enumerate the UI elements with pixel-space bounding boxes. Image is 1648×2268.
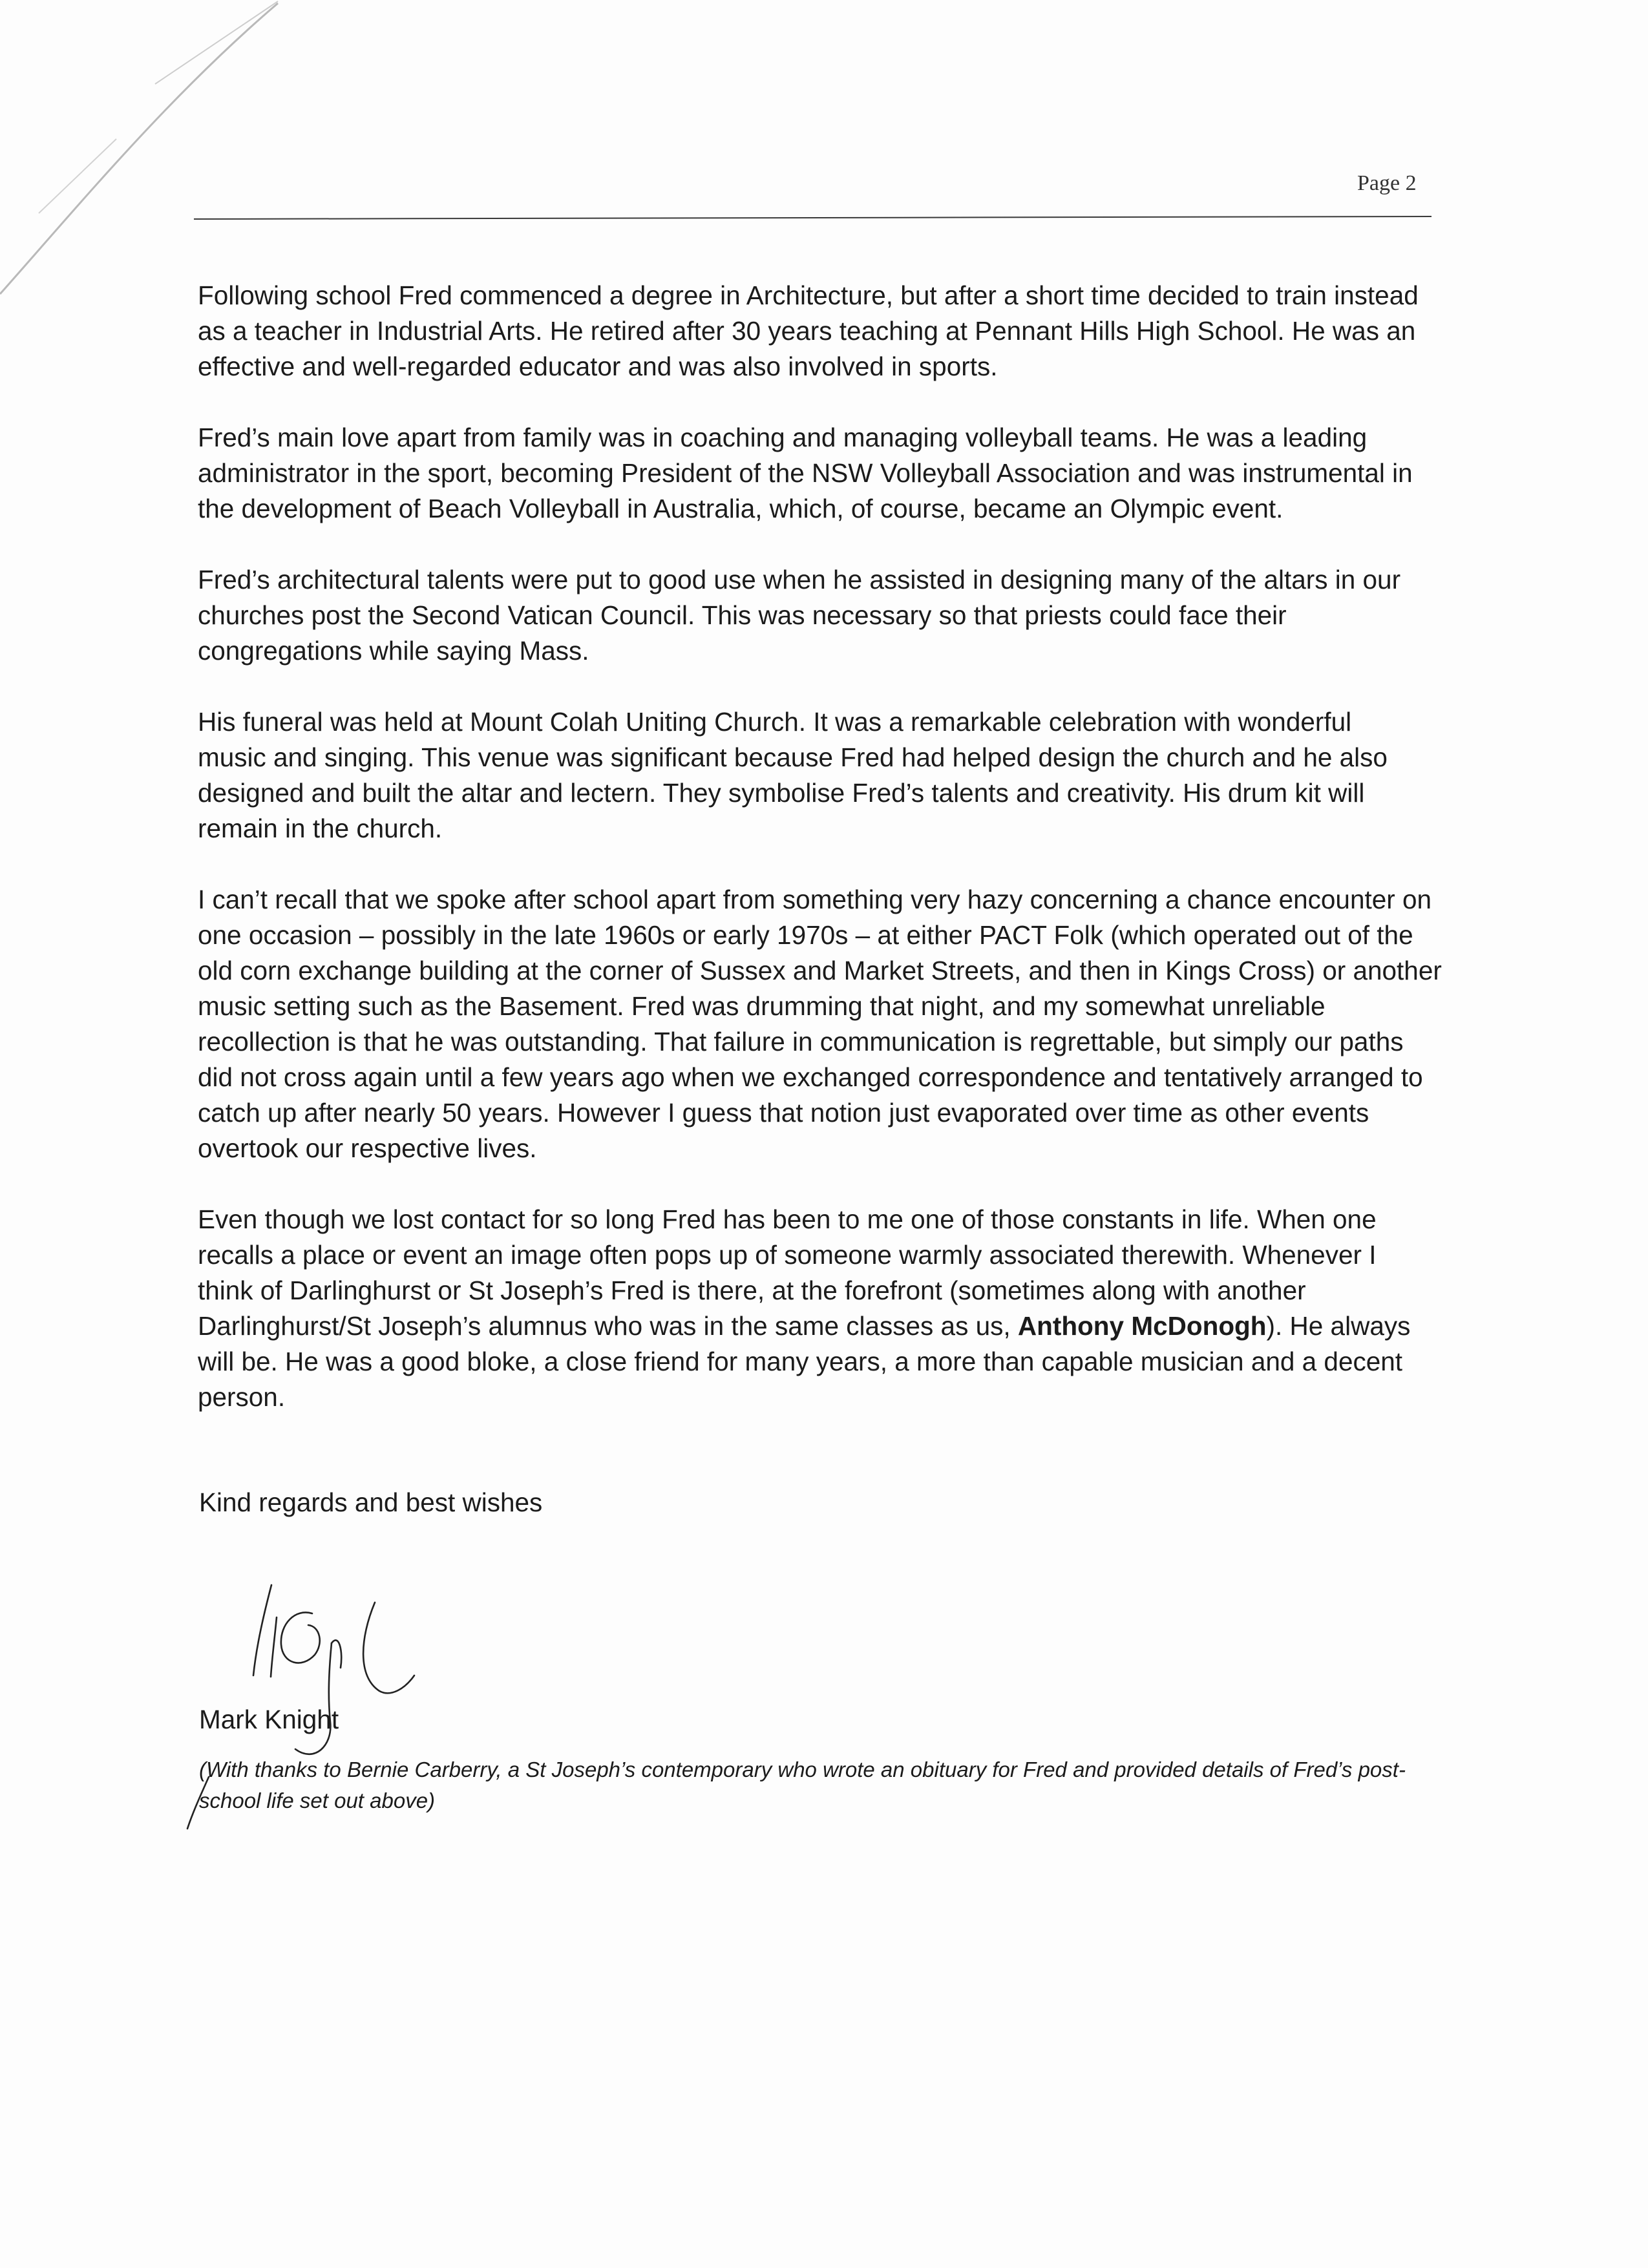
header-divider [194,216,1431,220]
closing-salutation: Kind regards and best wishes [199,1487,543,1517]
text-line: Following school Fred commenced a degree in Architecture, but after a short time decided to train instead [198,280,1419,310]
text-line: (With thanks to Bernie Carberry, a St Joseph’s contemporary who wrote an obituary for Fred and provided details of Fred’s post- [199,1758,1406,1781]
text-line: His funeral was held at Mount Colah Uniting Church. It was a remarkable celebration with wonderful [198,707,1352,737]
text-run: ). He always [1266,1311,1411,1341]
paragraph-architecture [198,562,1468,669]
text-line: as a teacher in Industrial Arts. He retired after 30 years teaching at Pennant Hills High School. He was an [198,316,1416,346]
text-line: think of Darlinghurst or St Joseph’s Fred is there, at the forefront (sometimes along with another [198,1276,1306,1305]
text-line: effective and well-regarded educator and was also involved in sports. [198,352,998,381]
text-line: will be. He was a good bloke, a close friend for many years, a more than capable musician and a decent [198,1347,1403,1376]
scan-crease-marks [0,0,297,310]
text-line: the development of Beach Volleyball in Australia, which, of course, became an Olympic event. [198,494,1284,523]
paragraph-career [198,278,1468,384]
signer-name: Mark Knight [199,1705,339,1734]
page-number: Page 2 [1357,171,1417,195]
acknowledgement-note [199,1754,1466,1816]
text-line: school life set out above) [199,1789,436,1812]
text-line: music setting such as the Basement. Fred was drumming that night, and my somewhat unreliable [198,991,1326,1021]
text-line: administrator in the sport, becoming President of the NSW Volleyball Association and was instrumental in [198,458,1413,488]
text-line: congregations while saying Mass. [198,636,589,666]
text-line: remain in the church. [198,814,443,843]
text-line: churches post the Second Vatican Council. This was necessary so that priests could face their [198,600,1287,630]
paragraph-recollection [198,882,1468,1166]
text-line: music and singing. This venue was significant because Fred had helped design the church and he also [198,742,1388,772]
text-line: one occasion – possibly in the late 1960s or early 1970s – at either PACT Folk (which operated out of the [198,920,1413,950]
text-line: overtook our respective lives. [198,1133,537,1163]
text-run: Darlinghurst/St Joseph’s alumnus who was in the same classes as us, [198,1311,1018,1341]
text-line: recollection is that he was outstanding. That failure in communication is regrettable, but simply our paths [198,1027,1404,1056]
paragraph-funeral [198,704,1468,846]
text-line: recalls a place or event an image often pops up of someone warmly associated therewith. Whenever I [198,1240,1377,1270]
paragraph-volleyball [198,420,1468,527]
text-line: Fred’s architectural talents were put to good use when he assisted in designing many of the altars in our [198,565,1401,594]
text-line: Fred’s main love apart from family was in coaching and managing volleyball teams. He was a leading [198,423,1368,452]
text-line: designed and built the altar and lectern. They symbolise Fred’s talents and creativity. His drum kit will [198,778,1365,808]
bold-name: Anthony McDonogh [1017,1311,1267,1341]
text-line: catch up after nearly 50 years. However I guess that notion just evaporated over time as other events [198,1098,1369,1128]
text-line-with-emphasis [198,1308,1468,1344]
letter-body [198,278,1468,1451]
text-line: Even though we lost contact for so long Fred has been to me one of those constants in life. When one [198,1204,1377,1234]
paragraph-tribute [198,1202,1468,1415]
text-line: did not cross again until a few years ago when we exchanged correspondence and tentatively arranged to [198,1062,1423,1092]
text-line: I can’t recall that we spoke after school apart from something very hazy concerning a chance encounter on [198,885,1432,914]
text-line: old corn exchange building at the corner of Sussex and Market Streets, and then in Kings Cross) or another [198,956,1442,985]
text-line: person. [198,1382,286,1412]
